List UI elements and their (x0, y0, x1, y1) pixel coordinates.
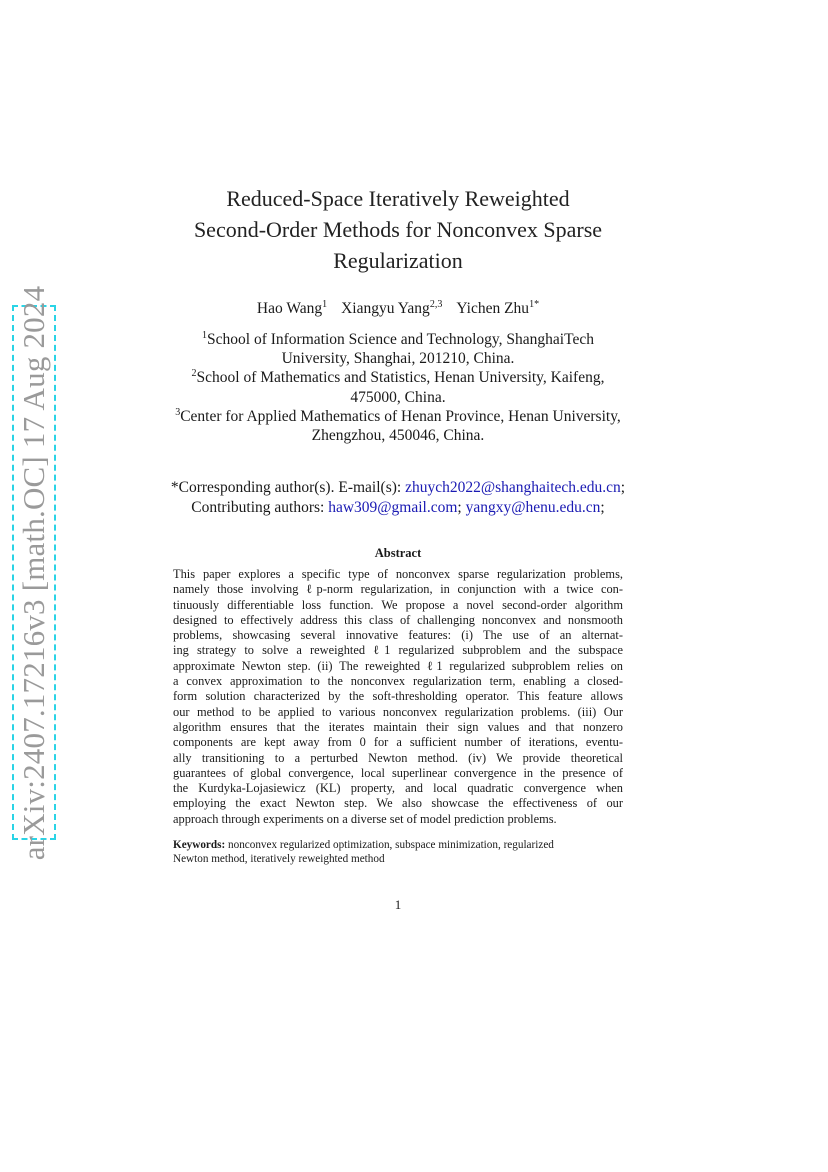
abstract-line: approximate Newton step. (ii) The reweighted ℓ1 regularized subproblem relies on (173, 658, 623, 673)
affiliation-continued: University, Shanghai, 201210, China. (281, 350, 515, 368)
author (341, 300, 442, 317)
affiliation-continued: 475000, China. (350, 388, 446, 406)
arxiv-identifier: arXiv:2407.17216v3 [math.OC] 17 Aug 2024 (16, 285, 51, 860)
abstract-line: designed to effectively address this class of challenging nonconvex and nonsmooth (173, 612, 623, 627)
author-list (120, 300, 676, 318)
abstract-line: ally transitioning to a perturbed Newton method. (iv) We provide theoretical (173, 750, 623, 765)
abstract-line: approach through experiments on a diverse set of model prediction problems. (173, 811, 557, 826)
abstract-line: employing the exact Newton step. We also showcase the effectiveness of our (173, 796, 623, 811)
author-name: Xiangyu Yang (341, 300, 430, 317)
abstract-line: components are kept away from 0 for a sufficient number of iterations, eventu- (173, 735, 623, 750)
affiliation-text: Center for Applied Mathematics of Henan Province, Henan University, (180, 407, 621, 425)
contact-info (120, 478, 676, 518)
abstract-line: namely those involving ℓp-norm regularization, in conjunction with a twice con- (173, 582, 623, 597)
keywords-section (173, 838, 623, 867)
affiliation-mark: 1 (202, 329, 208, 341)
author-affiliation-mark: 1 (322, 298, 328, 310)
affiliation (140, 330, 656, 349)
contributing-email-link[interactable]: haw309@gmail.com (328, 499, 458, 516)
title-line: Reduced-Space Iteratively Reweighted (226, 186, 570, 211)
abstract-line: algorithm ensures that the iterates maintain their sign values and that nonzero (173, 719, 623, 734)
affiliation-mark: 3 (175, 406, 181, 418)
affiliation (140, 368, 656, 387)
abstract-body (173, 567, 623, 827)
author-name: Hao Wang (256, 300, 323, 317)
abstract-heading: Abstract (374, 546, 422, 560)
author-affiliation-mark: 1* (529, 298, 540, 310)
keywords-label: Keywords: (173, 839, 226, 851)
author (456, 300, 539, 317)
abstract-line: This paper explores a specific type of nonconvex sparse regularization problems, (173, 567, 623, 581)
author-name: Yichen Zhu (456, 300, 530, 317)
title-line: Regularization (333, 248, 463, 273)
contributing-label: Contributing authors: (191, 499, 329, 516)
abstract-line: the Kurdyka-Lojasiewicz (KL) property, and local quadratic convergence when (173, 781, 623, 796)
author (257, 300, 327, 317)
corresponding-author-line (120, 478, 676, 498)
keywords-text: nonconvex regularized optimization, subspace minimization, regularized (225, 839, 554, 851)
keywords-line (173, 838, 623, 852)
abstract-line: problems, showcasing several innovative features: (i) The use of an alternat- (173, 628, 623, 643)
abstract-line: form solution characterized by the soft-thresholding operator. This feature allows (173, 689, 623, 704)
contributing-email-link[interactable]: yangxy@henu.edu.cn (465, 499, 601, 516)
abstract-line: ing strategy to solve a reweighted ℓ1 regularized subproblem and the subspace (173, 643, 623, 658)
abstract-line: guarantees of global convergence, local superlinear convergence in the presence of (173, 765, 623, 780)
author-affiliation-mark: 2,3 (429, 298, 443, 310)
punctuation: ; (457, 499, 466, 516)
abstract-line: our method to be applied to various nonconvex regularization problems. (iii) Our (173, 704, 623, 719)
punctuation: ; (620, 479, 626, 496)
title-line: Second-Order Methods for Nonconvex Sparse (193, 217, 603, 242)
affiliation (140, 407, 656, 426)
affiliation-text: School of Information Science and Technology, ShanghaiTech (207, 331, 594, 348)
punctuation: ; (600, 499, 605, 516)
corresponding-email-link[interactable]: zhuych2022@shanghaitech.edu.cn (405, 479, 621, 496)
affiliation-continued: Zhengzhou, 450046, China. (311, 427, 485, 445)
affiliation-text: School of Mathematics and Statistics, Henan University, Kaifeng, (196, 369, 605, 387)
abstract-line: tinuously differentiable loss function. We propose a novel second-order algorithm (173, 597, 623, 612)
abstract-line: a convex approximation to the nonconvex regularization term, enabling a closed- (173, 674, 623, 689)
paper-title (120, 183, 676, 276)
contributing-authors-line (120, 498, 676, 518)
affiliation-list (140, 330, 656, 445)
affiliation-mark: 2 (191, 368, 197, 380)
corresponding-label: *Corresponding author(s). E-mail(s): (170, 479, 406, 496)
page-number: 1 (394, 897, 402, 912)
keywords-line: Newton method, iteratively reweighted method (173, 853, 385, 866)
arxiv-stamp (12, 285, 56, 860)
